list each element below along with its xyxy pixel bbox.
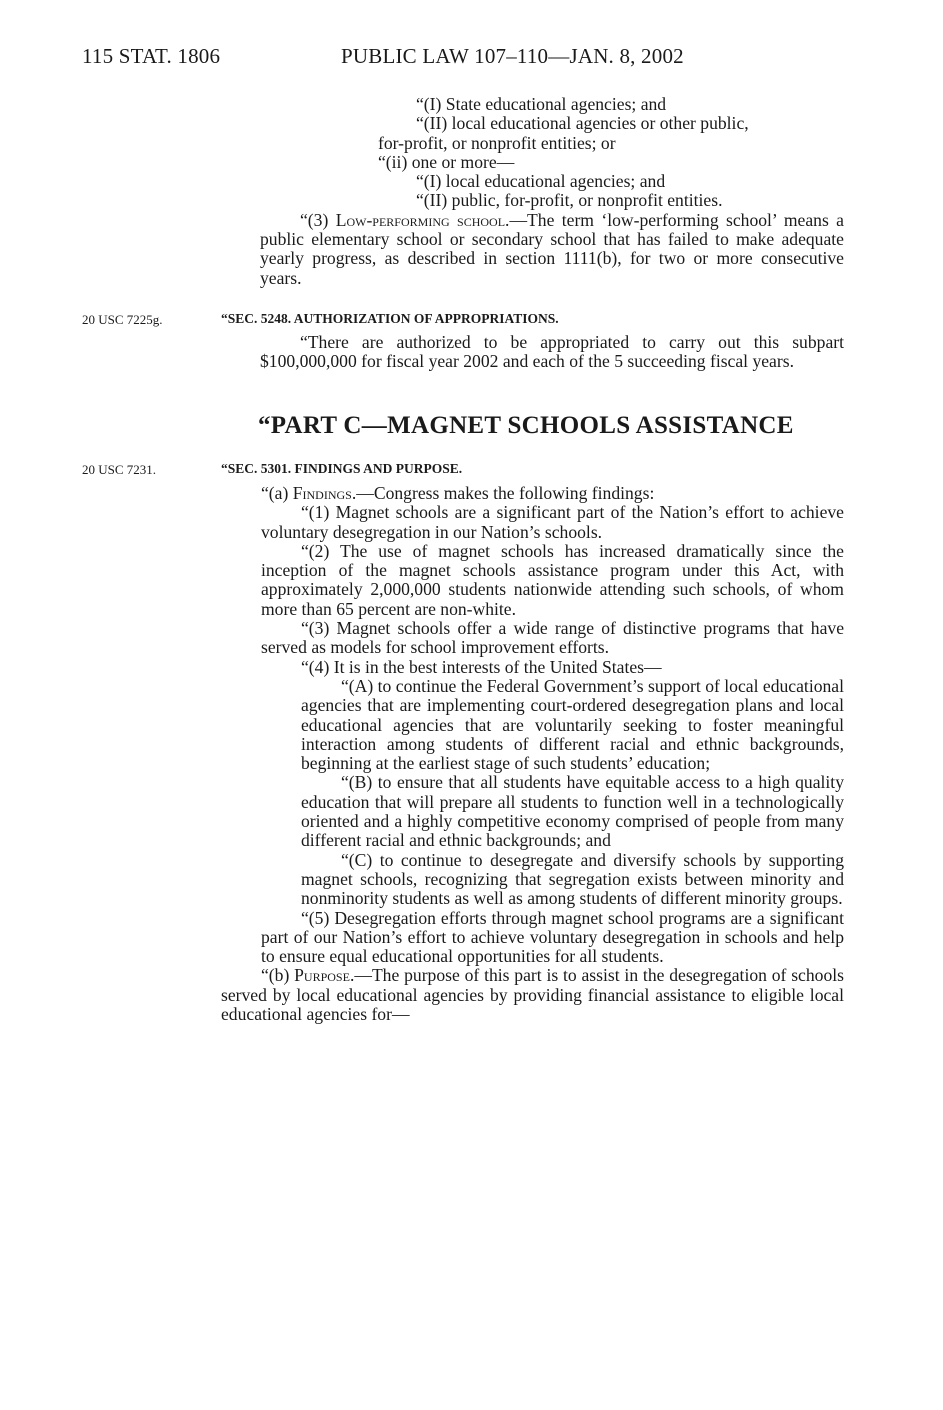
finding-subparagraph: “(C) to continue to desegregate and diversify schools by supporting magnet schools, recognizing that segregation exists between minority and nonminority students as well as among students of different minority groups. xyxy=(301,849,844,909)
subsection-text: —The purpose of this part is to assist in the desegregation of schools served by local educational agencies by providing financial assistance to eligible local educational agencies for— xyxy=(221,965,844,1025)
findings-subsection xyxy=(221,484,844,503)
clause-line: “(II) local educational agencies or other public, xyxy=(416,113,749,134)
subsection-term: Purpose. xyxy=(294,965,355,986)
stat-page-number: 115 STAT. 1806 xyxy=(82,44,221,68)
clause-line: “(ii) one or more— xyxy=(378,151,515,172)
usc-margin-note: 20 USC 7225g. xyxy=(82,312,163,327)
paragraph-prefix: “(3) xyxy=(300,209,336,230)
finding-paragraph: “(1) Magnet schools are a significant part of the Nation’s effort to achieve voluntary desegregation in our Nation’s schools. xyxy=(261,502,844,542)
section-heading: “SEC. 5301. FINDINGS AND PURPOSE. xyxy=(221,461,463,476)
clause-line: for-profit, or nonprofit entities; or xyxy=(378,132,616,153)
purpose-subsection xyxy=(221,966,844,1024)
findings-and-purpose-text xyxy=(221,484,844,1024)
finding-paragraph: “(4) It is in the best interests of the United States— xyxy=(301,656,662,677)
clause-line: “(II) public, for-profit, or nonprofit entities. xyxy=(416,190,723,211)
defined-term: Low-performing school. xyxy=(335,209,510,230)
definition-text: —The term ‘low-performing school’ means a public elementary school or secondary school that has failed to make adequate yearly progress, as described in section 1111(b), for two or more consecutive years. xyxy=(260,209,844,288)
running-header xyxy=(82,44,862,74)
subsection-term: Findings. xyxy=(292,483,357,503)
finding-paragraph: “(3) Magnet schools offer a wide range of distinctive programs that have served as models for school improvement efforts. xyxy=(261,618,844,658)
appropriations-text xyxy=(260,333,844,372)
part-title: “PART C—MAGNET SCHOOLS ASSISTANCE xyxy=(258,412,794,439)
clause-line: “(I) State educational agencies; and xyxy=(416,94,667,114)
paragraph-prefix: “(b) xyxy=(261,965,295,986)
subsection-text: —Congress makes the following findings: xyxy=(356,483,655,503)
low-performing-definition xyxy=(260,211,844,288)
finding-subparagraph: “(B) to ensure that all students have equitable access to a high quality education that will prepare all students to function well in a technologically oriented and a highly competitive economy comprised of people from many different racial and ethnic backgrounds; and xyxy=(301,772,844,851)
usc-margin-note: 20 USC 7231. xyxy=(82,462,157,477)
finding-subparagraph: “(A) to continue the Federal Government’s support of local educational agencies that are implementing court-ordered desegregation plans and local educational agencies that are voluntarily seeking to foster meaningful interaction among students of different racial and ethnic backgrounds, beginning at the earliest stage of such students’ education; xyxy=(301,675,844,774)
clause-line: “(I) local educational agencies; and xyxy=(416,171,666,192)
section-body: “There are authorized to be appropriated to carry out this subpart $100,000,000 for fiscal year 2002 and each of the 5 succeeding fiscal years. xyxy=(260,332,844,372)
paragraph-prefix: “(a) xyxy=(261,483,293,503)
finding-paragraph: “(5) Desegregation efforts through magnet school programs are a significant part of our Nation’s effort to achieve voluntary desegregation in schools and help to ensure equal educational opportunities for all students. xyxy=(261,907,844,967)
section-heading: “SEC. 5248. AUTHORIZATION OF APPROPRIATIONS. xyxy=(221,311,559,326)
public-law-citation: PUBLIC LAW 107–110—JAN. 8, 2002 xyxy=(341,44,684,68)
continuation-block xyxy=(260,95,844,288)
finding-paragraph: “(2) The use of magnet schools has increased dramatically since the inception of the magnet schools assistance program under this Act, with approximately 2,000,000 students nationwide attending such schools, of whom more than 65 percent are non-white. xyxy=(261,540,844,619)
